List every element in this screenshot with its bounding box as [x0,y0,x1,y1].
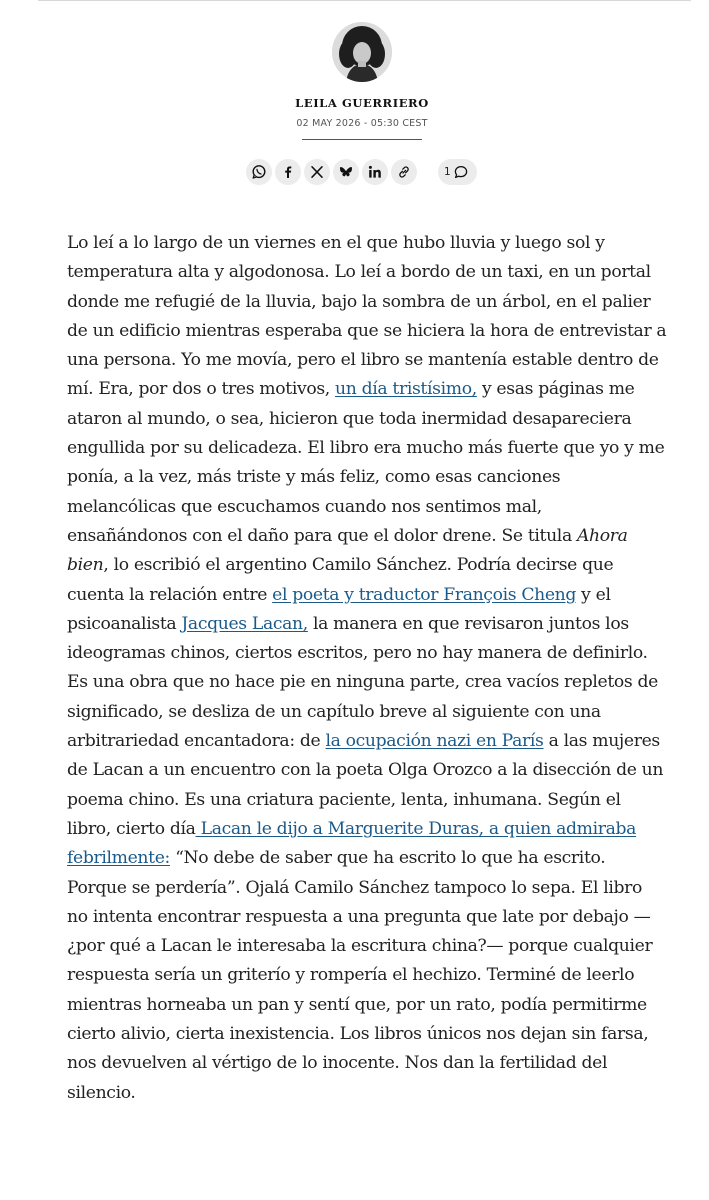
article-text: y el psicoanalista [67,584,611,634]
bluesky-icon [338,164,354,180]
linkedin-icon [367,164,383,180]
link-ocupacion-nazi[interactable]: la ocupación nazi en París [325,731,544,752]
share-facebook-button[interactable] [275,159,301,185]
comments-button[interactable] [438,159,477,185]
article-text: Lo leí a lo largo de un viernes en el que hubo lluvia y luego sol y temperatura alta y algodonosa. Lo leí a bordo de un taxi, en un portal donde me refugié de la lluvia, bajo la sombra de un árbol, en el palier de un edificio mientras esperaba que se hiciera la hora de entrevistar a una persona. Yo me movía, pero el libro se mantenía estable dentro de mí. Era, por dos o tres motivos, [67,233,667,400]
share-toolbar [246,159,417,185]
link-francois-cheng[interactable]: el poeta y traductor François Cheng [272,584,577,605]
article-text: “No debe de saber que ha escrito lo que ha escrito. Porque se perdería”. Ojalá Camilo Sánchez tampoco lo sepa. El libro no intenta encontrar respuesta a una pregunta que late por debajo —¿por qué a Lacan le interesaba la escritura china?— porque cualquier respuesta sería un griterío y rompería el hechizo. Terminé de leerlo mientras horneaba un pan y sentí que, por un rato, podía permitirme cierto alivio, cierta inexistencia. Los libros únicos nos dejan sin farsa, nos devuelven al vértigo de lo inocente. Nos dan la fertilidad del silencio. [67,848,653,1103]
link-dia-tristisimo[interactable]: un día tristísimo, [335,379,477,400]
article-text: y esas páginas me ataron al mundo, o sea, hicieron que toda inermidad desapareciera engullida por su delicadeza. El libro era mucho más fuerte que yo y me ponía, a la vez, más triste y más feliz, como esas canciones melancólicas que escuchamos cuando nos sentimos mal, ensañándonos con el daño para que el dolor drene. Se titula [67,379,665,546]
share-whatsapp-button[interactable] [246,159,272,185]
article-text: la manera en que revisaron juntos los ideogramas chinos, ciertos escritos, pero no hay manera de definirlo. Es una obra que no hace pie en ninguna parte, crea vacíos repletos de significado, se desliza de un capítulo breve al siguiente con una arbitrariedad encantadora: de [67,613,658,752]
facebook-icon [280,164,296,180]
book-title: Ahora bien [67,525,628,576]
comment-bubble-icon [453,164,469,180]
author-name[interactable]: LEILA GUERRIERO [295,96,429,110]
link-jacques-lacan[interactable]: Jacques Lacan, [181,613,308,634]
copy-link-button[interactable] [391,159,417,185]
article-text: a las mujeres de Lacan a un encuentro con la poeta Olga Orozco a la disección de un poema chino. Es una criatura paciente, lenta, inhumana. Según el libro, cierto día [67,731,664,839]
link-lacan-duras[interactable]: Lacan le dijo a Marguerite Duras, a quien admiraba febrilmente: [67,818,637,869]
author-divider [302,139,422,140]
publish-date: 02 MAY 2026 - 05:30 CEST [296,118,428,129]
x-icon [309,164,325,180]
whatsapp-icon [251,164,267,180]
author-block [0,22,709,140]
share-bluesky-button[interactable] [333,159,359,185]
author-photo [332,22,392,82]
top-divider [38,0,691,1]
author-avatar[interactable] [332,22,392,82]
comments-count: 1 [444,166,451,178]
article-text: , lo escribió el argentino Camilo Sánchez. Podría decirse que cuenta la relación entre [67,555,614,605]
share-linkedin-button[interactable] [362,159,388,185]
copy-link-icon [396,164,412,180]
article-body [67,229,667,1108]
share-x-button[interactable] [304,159,330,185]
